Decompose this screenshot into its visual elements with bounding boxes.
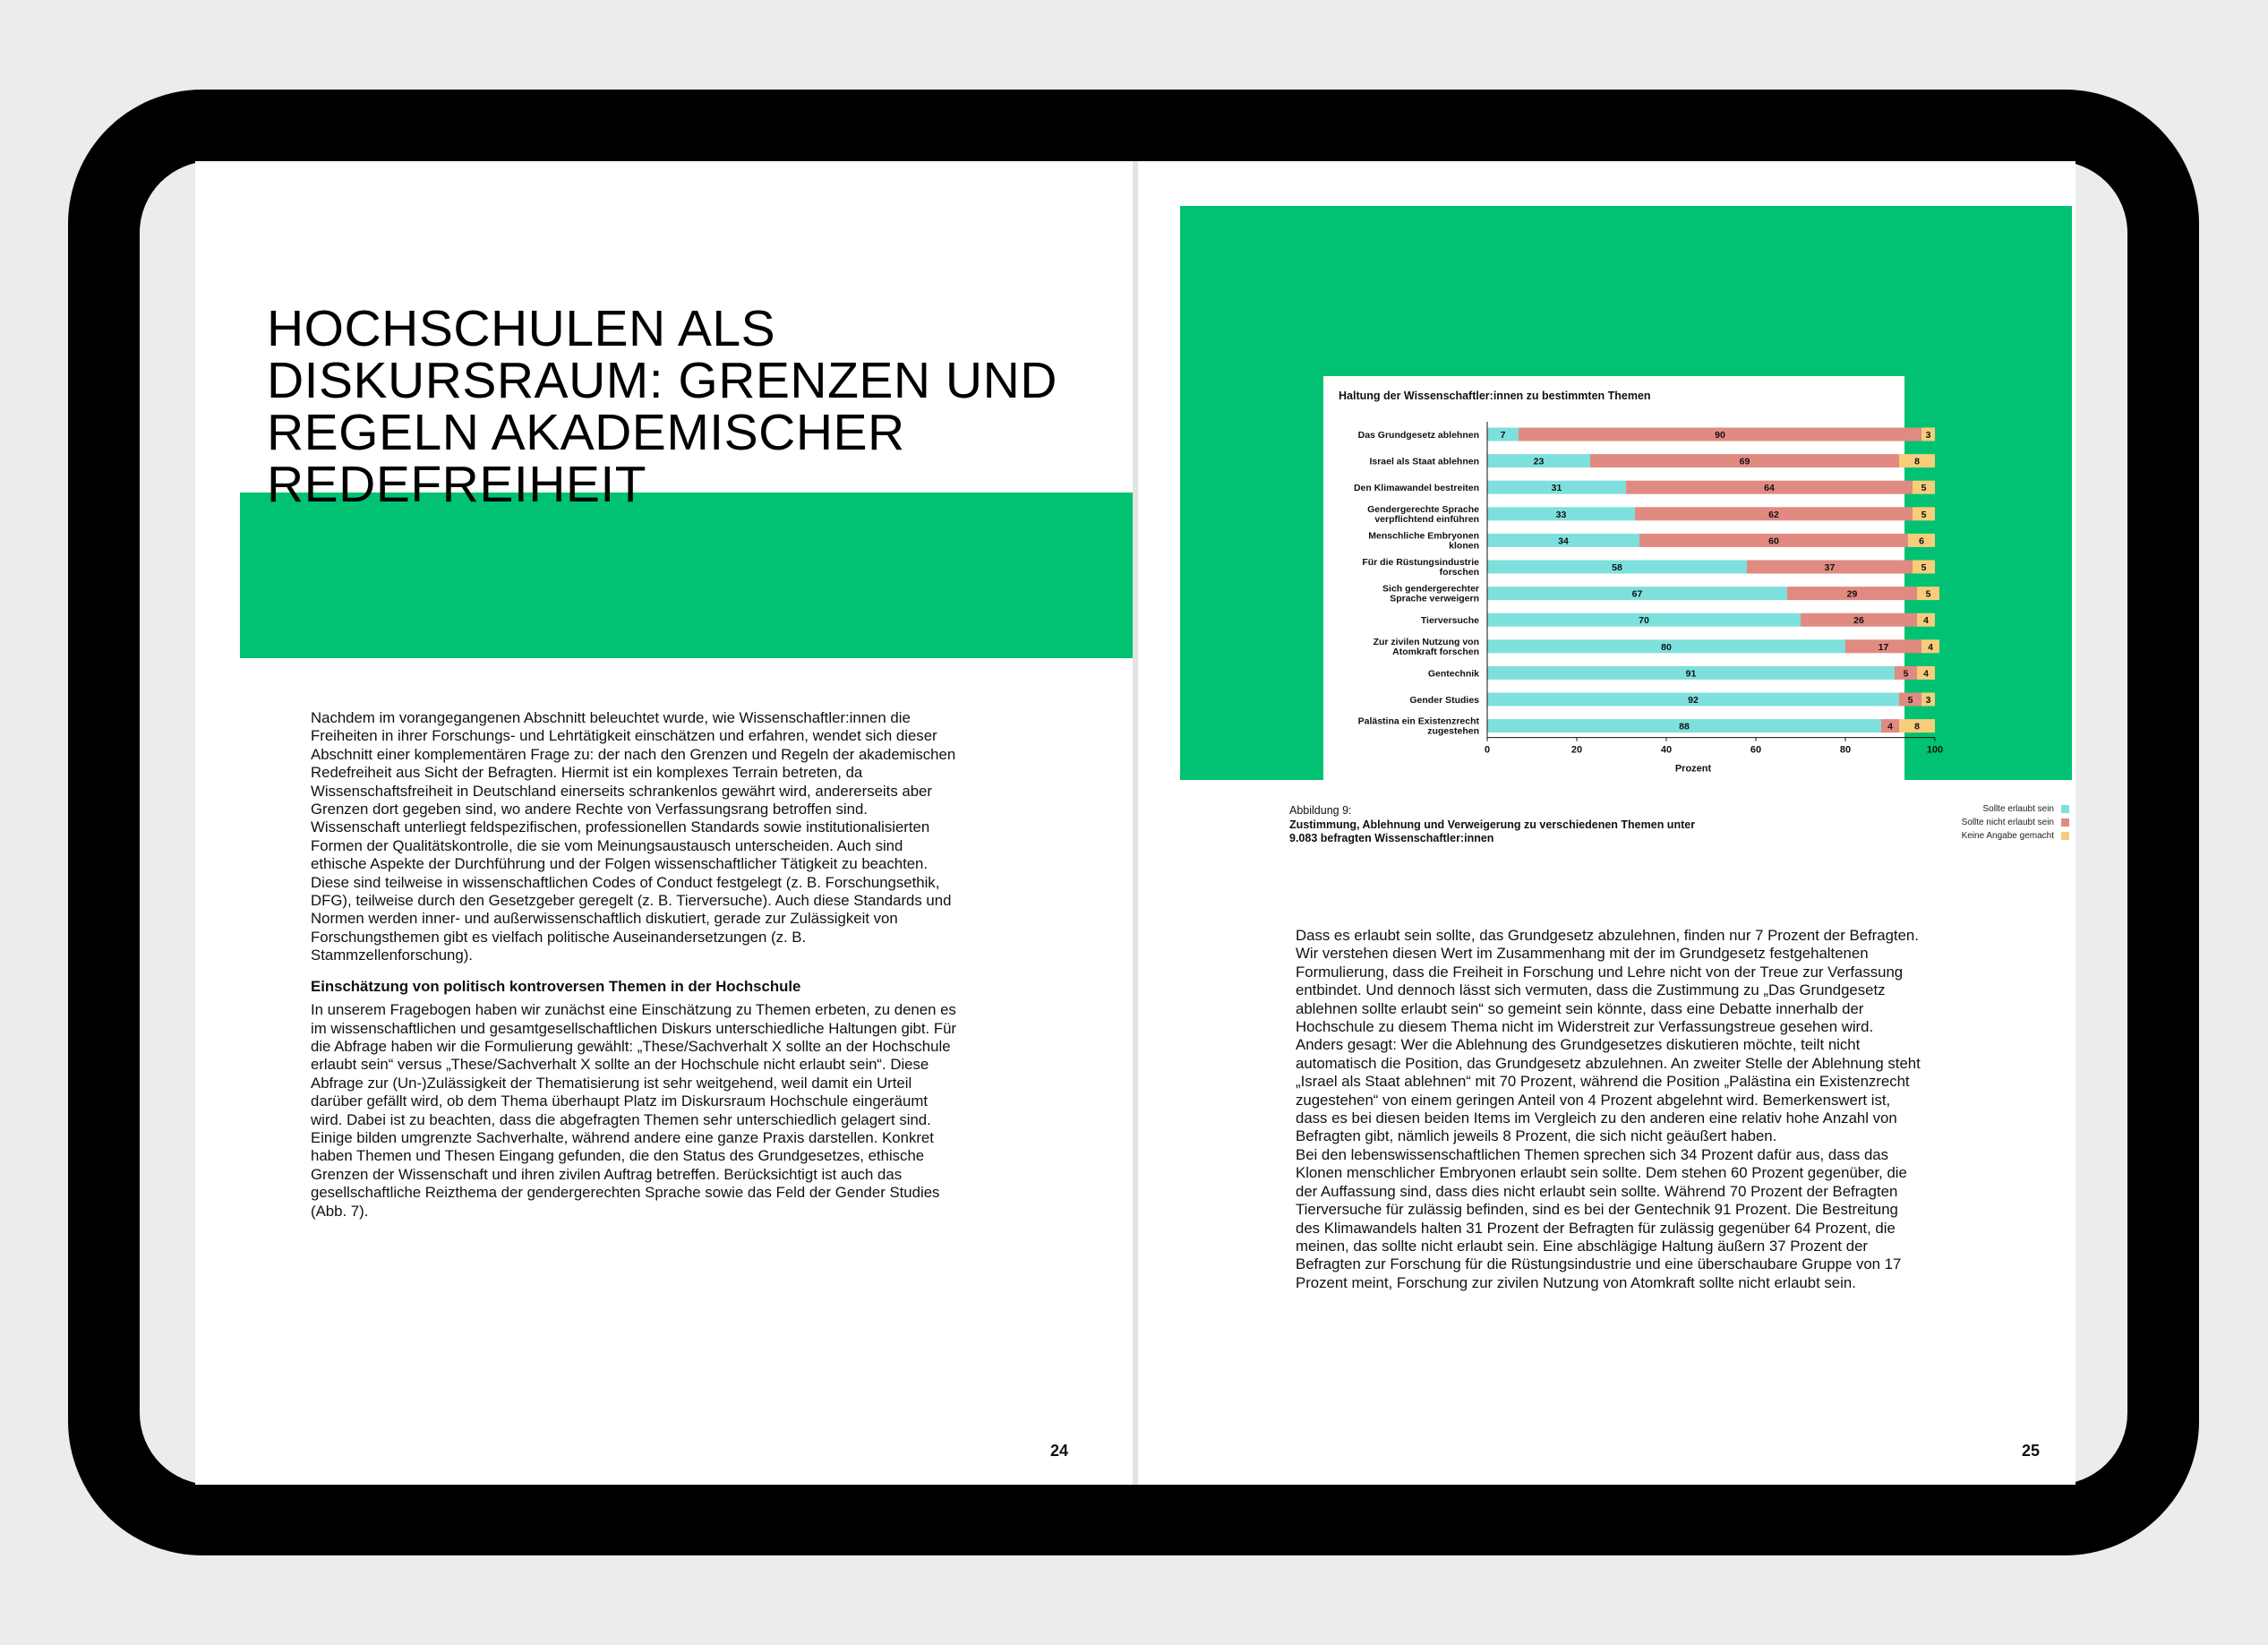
data-label: 5: [1903, 668, 1909, 680]
data-label: 37: [1824, 562, 1836, 573]
data-label: 5: [1907, 695, 1913, 706]
data-label: 5: [1921, 483, 1927, 494]
figure-caption: [1289, 804, 1701, 846]
data-label: 88: [1679, 721, 1690, 733]
data-label: 8: [1914, 456, 1920, 467]
data-label: 64: [1764, 483, 1775, 494]
data-label: 4: [1928, 641, 1933, 653]
category-label: Zur zivilen Nutzung von Atomkraft forschen: [1373, 636, 1479, 657]
page-number-right: 25: [2022, 1442, 2041, 1460]
intro-paragraph: Nachdem im vorangegangenen Abschnitt beleuchtet wurde, wie Wissenschaftler:innen die Freiheiten in ihrer Forschungs- und Lehrtätigkeit einschätzen und erfahren, wendet sich dieser Abschnitt einer komplementären Frage zu: der nach den Grenzen und Regeln der akademischen Redefreiheit aus Sicht der Befragten. Hiermit ist ein komplexes Terrain betreten, da Wissenschaftsfreiheit in Deutschland einerseits schrankenlos gewährt wird, andererseits aber Grenzen dort gegeben sind, wo andere Rechte von Verfassungsrang betroffen sind. Wissenschaft unterliegt feldspezifischen, professionellen Standards sowie institutionalisierten Formen der Qualitätskontrolle, die sie vom Meinungsaustausch unterscheiden. Auch sind ethische Aspekte der Durchführung und der Folgen wissenschaftlicher Tätigkeit zu beachten. Diese sind teilweise in wissenschaftlichen Codes of Conduct festgelegt (z. B. Forschungsethik, DFG), teilweise durch den Gesetzgeber geregelt (z. B. Tierversuche). Auch diese Standards und Normen werden inner- und außerwissenschaftlich diskutiert, gerade zur Zulässigkeit von Forschungsthemen gibt es vielfach politische Auseinandersetzungen (z. B. Stammzellenforschung).: [311, 709, 956, 964]
x-axis-label: Prozent: [1674, 763, 1712, 775]
left-page: [195, 161, 1133, 1485]
data-label: 5: [1925, 588, 1931, 600]
data-label: 23: [1533, 456, 1545, 467]
data-label: 3: [1925, 695, 1931, 706]
data-label: 92: [1688, 695, 1699, 706]
chart-title: Haltung der Wissenschaftler:innen zu bestimmten Themen: [1339, 390, 1651, 402]
data-label: 3: [1925, 430, 1931, 441]
x-tick-label: 60: [1750, 744, 1762, 756]
category-label: Den Klimawandel bestreiten: [1353, 483, 1479, 494]
category-label: Gentechnik: [1427, 668, 1479, 680]
caption-label: Abbildung 9:: [1289, 804, 1352, 817]
data-label: 26: [1853, 615, 1864, 627]
category-label: Israel als Staat ablehnen: [1369, 456, 1479, 467]
legend-item: [1845, 802, 2069, 816]
caption-text: Zustimmung, Ablehnung und Verweigerung zu verschiedenen Themen unter 9.083 befragten Wissenschaftler:innen: [1289, 818, 1696, 844]
left-body-text: [311, 709, 960, 1233]
data-label: 34: [1558, 535, 1569, 547]
data-label: 5: [1921, 509, 1927, 520]
data-label: 60: [1768, 535, 1779, 547]
legend-label: Sollte nicht erlaubt sein: [1961, 818, 2054, 827]
legend-swatch: [2061, 818, 2069, 827]
title-green-band: [240, 493, 1133, 658]
data-label: 6: [1919, 535, 1924, 547]
data-label: 33: [1555, 509, 1567, 520]
data-label: 69: [1739, 456, 1750, 467]
legend-label: Sollte erlaubt sein: [1982, 804, 2054, 814]
category-label: Gendergerechte Sprache verpflichtend einführen: [1367, 503, 1479, 525]
data-label: 4: [1923, 615, 1929, 627]
category-label: Menschliche Embryonen klonen: [1368, 530, 1479, 552]
section-subheading: Einschätzung von politisch kontroversen Themen in der Hochschule: [311, 977, 801, 995]
data-label: 8: [1914, 721, 1920, 733]
legend-label: Keine Angabe gemacht: [1961, 831, 2054, 841]
category-label: Tierversuche: [1420, 615, 1479, 627]
data-label: 7: [1500, 430, 1506, 441]
x-tick-label: 0: [1484, 744, 1491, 756]
category-label: Für die Rüstungsindustrie forschen: [1362, 557, 1479, 578]
legend-swatch: [2061, 805, 2069, 813]
data-label: 29: [1846, 588, 1858, 600]
x-tick-label: 40: [1660, 744, 1673, 756]
data-label: 4: [1923, 668, 1929, 680]
data-label: 58: [1612, 562, 1622, 573]
data-label: 31: [1551, 483, 1562, 494]
stacked-bar-chart: [1323, 376, 1944, 806]
data-label: 90: [1715, 430, 1725, 441]
tablet-screen: [140, 161, 2127, 1485]
chart-panel: [1323, 376, 1944, 806]
section-paragraph: In unserem Fragebogen haben wir zunächst eine Einschätzung zu Themen erbeten, zu denen es im wissenschaftlichen und gesamtgesellschaftlichen Diskurs unterschiedliche Haltungen gibt. Für die Abfrage haben wir die Formulierung gewählt: „These/Sachverhalt X sollte an der Hochschule erlaubt sein“ versus „These/Sachverhalt X sollte an der Hochschule nicht erlaubt sein“. Diese Abfrage zur (Un-)Zulässigkeit der Thematisierung ist sehr weitgehend, weil damit ein Urteil darüber gefällt wird, ob dem Thema überhaupt Platz im Diskursraum Hochschule eingeräumt wird. Dabei ist zu beachten, dass die abgefragten Themen sehr unterschiedlich gelagert sind. Einige bilden umgrenzte Sachverhalte, während andere eine ganze Praxis darstellen. Konkret haben Themen und Thesen Eingang gefunden, die den Status des Grundgesetzes, ethische Grenzen der Wissenschaft und ihren zivilen Auftrag betreffen. Berücksichtigt ist auch das gesellschaftliche Reizthema der gendergerechten Sprache sowie das Feld der Gender Studies (Abb. 7).: [311, 1001, 957, 1220]
x-tick-label: 20: [1570, 744, 1583, 756]
category-label: Das Grundgesetz ablehnen: [1357, 430, 1479, 441]
right-body-text: Dass es erlaubt sein sollte, das Grundgesetz abzulehnen, finden nur 7 Prozent der Befragten. Wir verstehen diesen Wert im Zusammenhang mit der im Grundgesetz festgehaltenen Formulierung, dass die Freiheit in Forschung und Lehre nicht von der Treue zur Verfassung entbindet. Und dennoch lässt sich vermuten, dass die Zustimmung zu „Das Grundgesetz ablehnen sollte erlaubt sein“ so gemeint sein könnte, dass eine Debatte innerhalb der Hochschule zu diesem Thema nicht im Widerstreit zur Verfassungstreue gesehen wird. Anders gesagt: Wer die Ablehnung des Grundgesetzes diskutieren möchte, teilt nicht automatisch die Position, das Grundgesetz abzulehnen. An zweiter Stelle der Ablehnung steht „Israel als Staat ablehnen“ mit 70 Prozent, während die Position „Palästina ein Existenzrecht zugestehen“ von einem geringen Anteil von 4 Prozent abgelehnt wird. Bemerkenswert ist, dass es bei diesen beiden Items im Vergleich zu den anderen eine relativ hohe Anzahl von Befragten gibt, nämlich jeweils 8 Prozent, die sich nicht geäußert haben. Bei den lebenswissenschaftlichen Themen sprechen sich 34 Prozent dafür aus, dass das Klonen menschlicher Embryonen erlaubt sein sollte. Dem stehen 60 Prozent gegenüber, die der Auffassung sind, dass dies nicht erlaubt sein sollte. Während 70 Prozent der Befragten Tierversuche für zulässig befinden, sind es bei der Gentechnik 91 Prozent. Die Bestreitung des Klimawandels halten 31 Prozent der Befragten für zulässig gegenüber 64 Prozent, die meinen, das sollte nicht erlaubt sein. Eine abschlägige Haltung äußern 37 Prozent der Befragten zur Forschung für die Rüstungsindustrie und eine überschaubare Gruppe von 17 Prozent meint, Forschung zur zivilen Nutzung von Atomkraft sollte nicht erlaubt sein.: [1296, 927, 1921, 1291]
data-label: 5: [1921, 562, 1927, 573]
category-label: Palästina ein Existenzrecht zugestehen: [1357, 715, 1479, 737]
legend-item: [1845, 829, 2069, 843]
legend-item: [1845, 816, 2069, 829]
data-label: 62: [1768, 509, 1779, 520]
data-label: 80: [1661, 641, 1672, 653]
data-label: 67: [1631, 588, 1643, 600]
category-label: Sich gendergerechter Sprache verweigern: [1382, 583, 1479, 604]
category-label: Gender Studies: [1409, 695, 1479, 706]
data-label: 91: [1685, 668, 1697, 680]
right-page: [1138, 161, 2075, 1485]
chapter-title: HOCHSCHULEN ALS DISKURSRAUM: GRENZEN UND REGELN AKADEMISCHER REDEFREIHEIT: [267, 300, 1057, 513]
legend-swatch: [2061, 832, 2069, 840]
data-label: 17: [1878, 641, 1889, 653]
chart-legend: [1845, 802, 2069, 843]
x-tick-label: 100: [1926, 744, 1944, 756]
data-label: 70: [1639, 615, 1649, 627]
data-label: 4: [1887, 721, 1893, 733]
x-tick-label: 80: [1839, 744, 1852, 756]
page-number-left: 24: [1050, 1442, 1069, 1460]
